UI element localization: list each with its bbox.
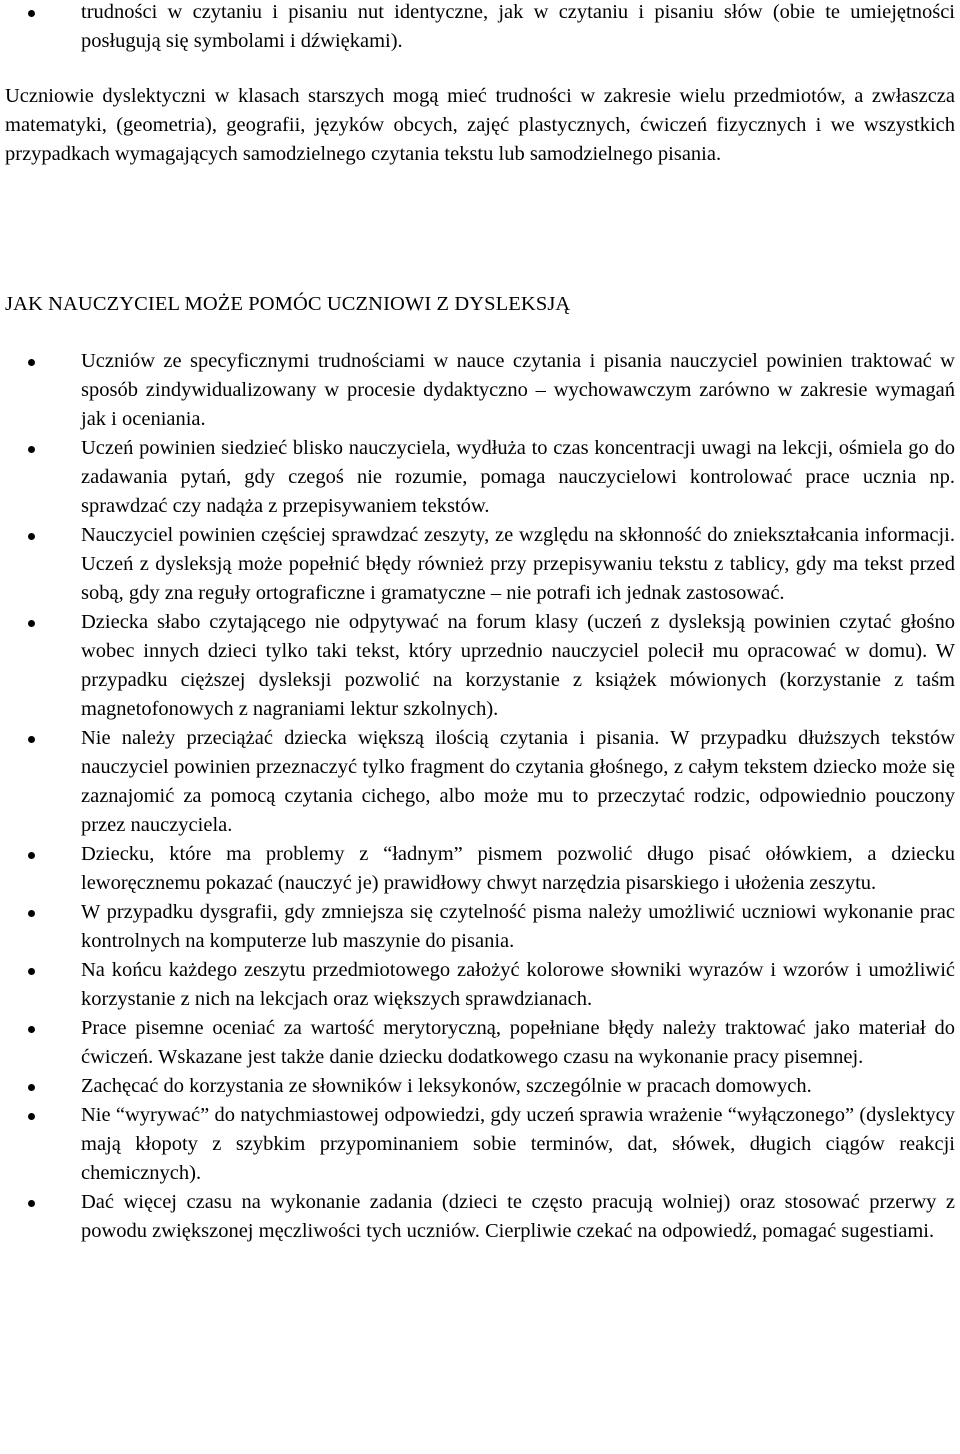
list-item: Dziecka słabo czytającego nie odpytywać na forum klasy (uczeń z dysleksją powinien czytać głośno wobec innych dzieci tylko taki tekst, który uprzednio nauczyciel polecił mu opracować w domu). W przypadku cięższej dysleksji pozwolić na korzystanie z książek mówionych (korzystanie z taśm magnetofonowych z nagraniami lektur szkolnych). — [5, 608, 955, 724]
list-item: Dziecku, które ma problemy z “ładnym” pismem pozwolić długo pisać ołówkiem, a dziecku leworęcznemu pokazać (nauczyć je) prawidłowy chwyt narzędzia pisarskiego i ułożenia zeszytu. — [5, 840, 955, 898]
list-item: Zachęcać do korzystania ze słowników i leksykonów, szczególnie w pracach domowych. — [5, 1072, 955, 1101]
list-item: Prace pisemne oceniać za wartość merytoryczną, popełniane błędy należy traktować jako materiał do ćwiczeń. Wskazane jest także danie dziecku dodatkowego czasu na wykonanie pracy pisemnej. — [5, 1014, 955, 1072]
list-item: trudności w czytaniu i pisaniu nut identyczne, jak w czytaniu i pisaniu słów (obie te umiejętności posługują się symbolami i dźwiękami). — [5, 0, 955, 56]
advice-bullet-list — [5, 347, 955, 1246]
list-item: Uczeń powinien siedzieć blisko nauczyciela, wydłuża to czas koncentracji uwagi na lekcji, ośmiela go do zadawania pytań, gdy czegoś nie rozumie, pomaga nauczycielowi kontrolować prace ucznia np. sprawdzać czy nadąża z przepisywaniem tekstów. — [5, 434, 955, 521]
list-item: Dać więcej czasu na wykonanie zadania (dzieci te często pracują wolniej) oraz stosować przerwy z powodu zwiększonej męczliwości tych uczniów. Cierpliwie czekać na odpowiedź, pomagać sugestiami. — [5, 1188, 955, 1246]
section-heading: JAK NAUCZYCIEL MOŻE POMÓC UCZNIOWI Z DYSLEKSJĄ — [5, 293, 571, 315]
list-item: Nie “wyrywać” do natychmiastowej odpowiedzi, gdy uczeń sprawia wrażenie “wyłączonego” (dyslektycy mają kłopoty z szybkim przypominaniem sobie terminów, dat, słówek, długich ciągów reakcji chemicznych). — [5, 1101, 955, 1188]
list-item: Nauczyciel powinien częściej sprawdzać zeszyty, ze względu na skłonność do zniekształcania informacji. Uczeń z dysleksją może popełnić błędy również przy przepisywaniu tekstu z tablicy, gdy ma tekst przed sobą, gdy zna reguły ortograficzne i gramatyczne – nie potrafi ich jednak zastosować. — [5, 521, 955, 608]
top-bullet-list — [5, 0, 955, 56]
list-item: Uczniów ze specyficznymi trudnościami w nauce czytania i pisania nauczyciel powinien traktować w sposób zindywidualizowany w procesie dydaktyczno – wychowawczym zarówno w zakresie wymagań jak i oceniania. — [5, 347, 955, 434]
list-item: W przypadku dysgrafii, gdy zmniejsza się czytelność pisma należy umożliwić uczniowi wykonanie prac kontrolnych na komputerze lub maszynie do pisania. — [5, 898, 955, 956]
list-item: Nie należy przeciążać dziecka większą ilością czytania i pisania. W przypadku dłuższych tekstów nauczyciel powinien przeznaczyć tylko fragment do czytania głośnego, z całym tekstem dziecko może się zaznajomić za pomocą czytania cichego, albo może mu to przeczytać rodzic, odpowiednio pouczony przez nauczyciela. — [5, 724, 955, 840]
intro-paragraph: Uczniowie dyslektyczni w klasach starszych mogą mieć trudności w zakresie wielu przedmiotów, a zwłaszcza matematyki, (geometria), geografii, języków obcych, zajęć plastycznych, ćwiczeń fizycznych i we wszystkich przypadkach wymagających samodzielnego czytania tekstu lub samodzielnego pisania. — [5, 85, 955, 165]
list-item: Na końcu każdego zeszytu przedmiotowego założyć kolorowe słowniki wyrazów i wzorów i umożliwić korzystanie z nich na lekcjach oraz większych sprawdzianach. — [5, 956, 955, 1014]
